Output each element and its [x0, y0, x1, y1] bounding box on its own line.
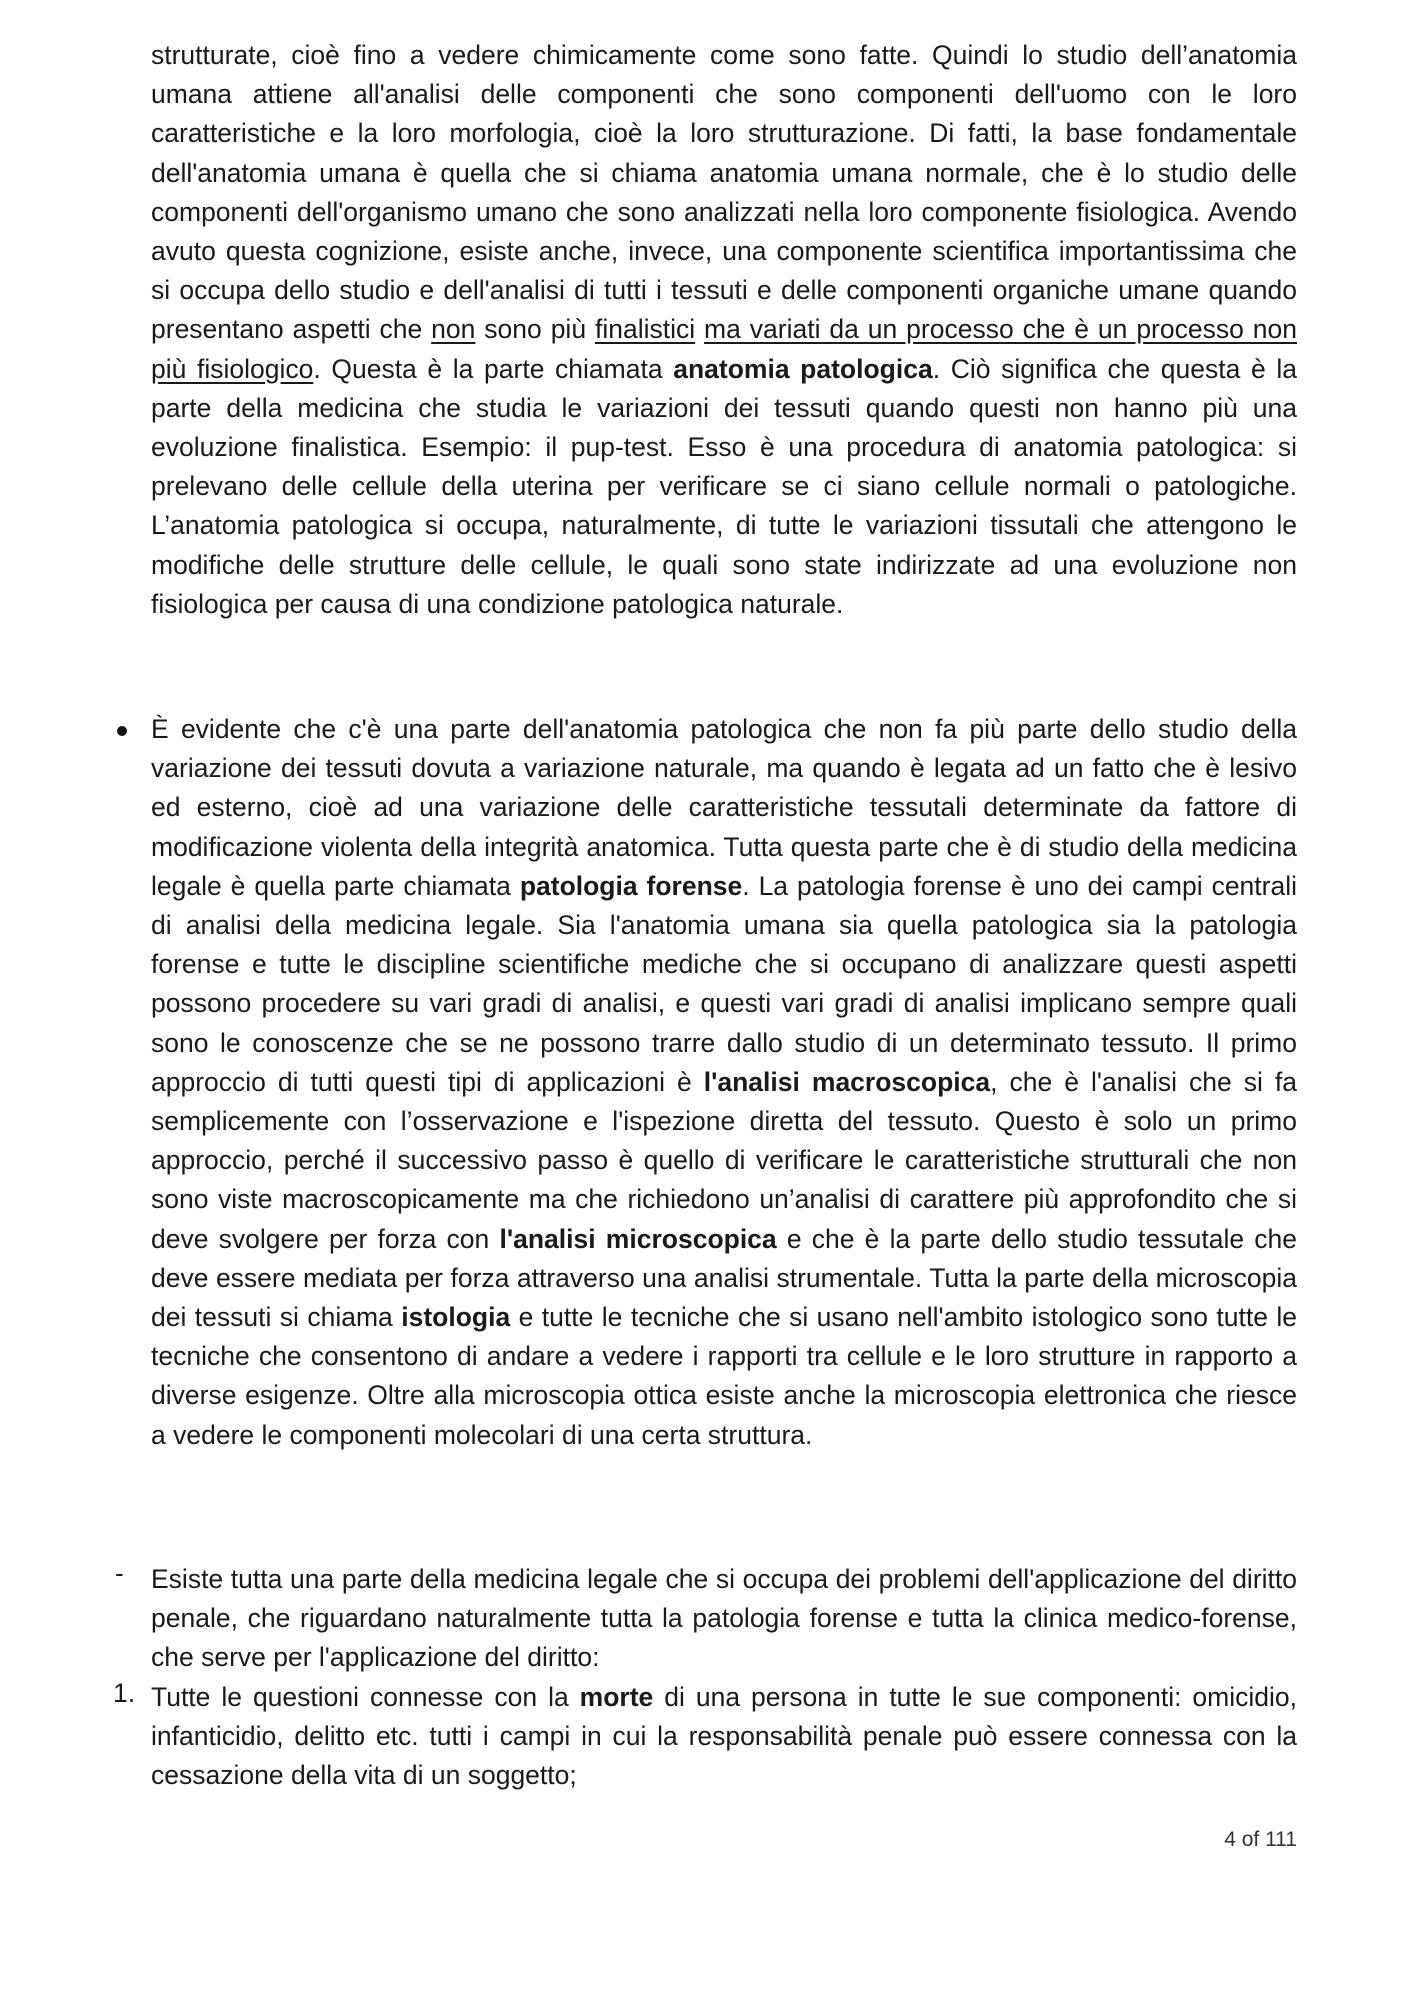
text-span: Tutte le questioni connesse con la [151, 1682, 580, 1712]
page-number: 4 of 111 [1224, 1828, 1297, 1851]
text-span: sono più [475, 314, 595, 345]
dash-item [115, 1558, 1297, 1678]
text-span: di una persona in tutte le sue componenti: omicidio, infanticidio, delitto etc. tutti i campi in cui la responsabilità penale può essere connessa con la cessazione della vita di un soggetto; [151, 1682, 1297, 1791]
dash-text: Esiste tutta una parte della medicina legale che si occupa dei problemi dell'applicazione del diritto penale, che riguardano naturalmente tutta la patologia forense e tutta la clinica medico-forense, che serve per l'applicazione del diritto: [151, 1564, 1297, 1673]
text-span [695, 314, 704, 344]
text-span: e tutte le tecniche che si usano nell'ambito istologico sono tutte le tecniche che consentono di andare a vedere i rapporti tra cellule e le loro strutture in rapporto a diverse esigenze. Oltre alla microscopia ottica esiste anche la microscopia elettronica che riesce a vedere le componenti molecolari di una certa struttura. [151, 1302, 1297, 1450]
text-span: È evidente che c'è una parte dell'anatomia patologica che non fa più parte dello studio della variazione dei tessuti dovuta a variazione naturale, ma quando è legata ad un fatto che è lesivo ed esterno, cioè ad una variazione delle caratteristiche tessutali determinate da fattore di modificazione violenta della integrità anatomica. Tutta questa parte che è di studio della medicina legale è quella parte chiamata [151, 714, 1297, 901]
paragraph-anatomia [151, 36, 1297, 624]
dash-marker: - [115, 1558, 124, 1588]
numbered-text [151, 1678, 1297, 1796]
text-span: strutturate, cioè fino a vedere chimicamente come sono fatte. Quindi lo studio dell’anatomia umana attiene all'analisi delle componenti che sono componenti dell'uomo con le loro caratteristiche e la loro morfologia, cioè la loro strutturazione. Di fatti, la base fondamentale dell'anatomia umana è quella che si chiama anatomia umana normale, che è lo studio delle componenti dell'organismo umano che sono analizzati nella loro componente fisiologica. Avendo avuto questa cognizione, esiste anche, invece, una componente scientifica importantissima che si occupa dello studio e dell'analisi di tutti i tessuti e delle componenti organiche umane quando presentano aspetti che [151, 40, 1297, 345]
list-number: 1. [113, 1678, 136, 1708]
underlined-text: non [431, 314, 476, 345]
underlined-text: finalistici [594, 314, 696, 345]
text-span: e che è la parte dello studio tessutale che deve essere mediata per forza attraverso una analisi strumentale. Tutta la parte della microscopia dei tessuti si chiama [151, 1223, 1297, 1333]
bullet-item [151, 710, 1297, 1455]
bold-term: morte [579, 1682, 654, 1712]
bold-term: patologia forense [519, 870, 743, 901]
text-span: . La patologia forense è uno dei campi centrali di analisi della medicina legale. Sia l'anatomia umana sia quella patologica sia la patologia forense e tutte le discipline scientifiche mediche che si occupano di analizzare questi aspetti possono procedere su vari gradi di analisi, e questi vari gradi di analisi implicano sempre quali sono le conoscenze che se ne possono trarre dallo studio di un determinato tessuto. Il primo approccio di tutti questi tipi di applicazioni è [151, 870, 1297, 1097]
bullet-text [151, 710, 1297, 1455]
bullet-icon [117, 726, 127, 736]
bold-term: l'analisi microscopica [499, 1223, 777, 1254]
text-span: , che è l'analisi che si fa semplicemente con l’osservazione e l'ispezione diretta del tessuto. Questo è solo un primo approccio, perché il successivo passo è quello di verificare le caratteristiche strutturali che non sono viste macroscopicamente ma che richiedono un’analisi di carattere più approfondito che si deve svolgere per forza con [151, 1066, 1297, 1254]
underlined-text: ma variati da un processo che è un processo non più fisiologico [151, 314, 1297, 384]
bold-term: anatomia patologica [673, 353, 933, 384]
text-span: . Questa è la parte chiamata [313, 353, 674, 384]
numbered-item [113, 1678, 1297, 1796]
text-span: . Ciò significa che questa è la parte della medicina che studia le variazioni dei tessuti quando questi non hanno più una evoluzione finalistica. Esempio: il pup-test. Esso è una procedura di anatomia patologica: si prelevano delle cellule della uterina per verificare se ci siano cellule normali o patologiche. L’anatomia patologica si occupa, naturalmente, di tutte le variazioni tissutali che attengono le modifiche delle strutture delle cellule, le quali sono state indirizzate ad una evoluzione non fisiologica per causa di una condizione patologica naturale. [151, 353, 1297, 619]
bold-term: l'analisi macroscopica [703, 1066, 991, 1097]
bold-term: istologia [401, 1302, 511, 1333]
